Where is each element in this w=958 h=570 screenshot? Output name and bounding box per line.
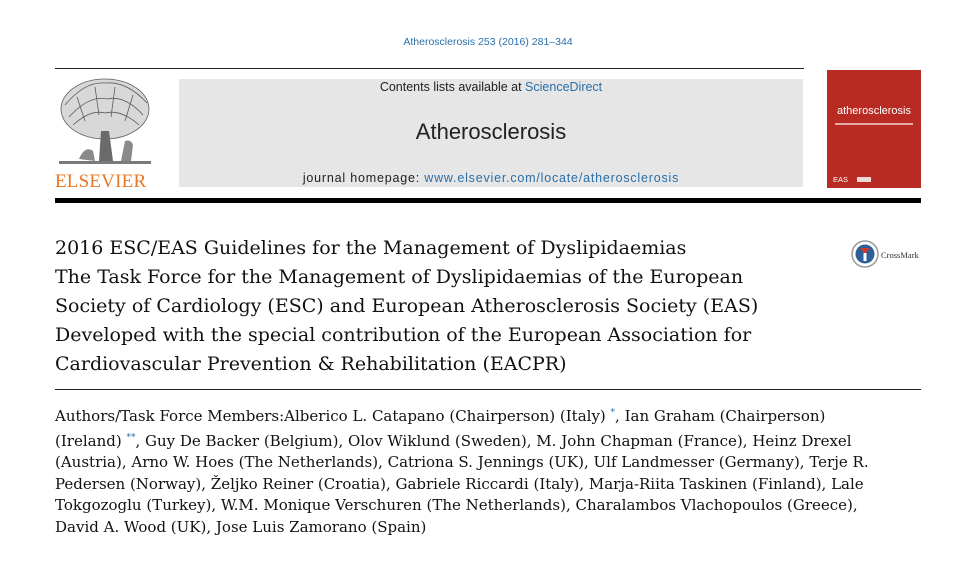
elsevier-logo	[55, 75, 175, 193]
contents-prefix: Contents lists available at	[379, 80, 526, 94]
journal-citation[interactable]: Atherosclerosis 253 (2016) 281–344	[403, 36, 573, 48]
contents-availability	[179, 80, 803, 94]
author-line: Tokgozoglu (Turkey), W.M. Monique Verschuren (The Netherlands), Charalambos Vlachopoulos (Greece),	[55, 496, 858, 515]
footnote-link[interactable]: **	[126, 432, 136, 443]
crossmark-icon	[851, 239, 879, 269]
sciencedirect-link[interactable]: ScienceDirect	[525, 80, 603, 94]
journal-homepage	[179, 171, 803, 185]
homepage-link[interactable]: www.elsevier.com/locate/atherosclerosis	[424, 171, 680, 185]
author-line: Pedersen (Norway), Željko Reiner (Croatia), Gabriele Riccardi (Italy), Marja-Riita Taskinen (Finland), Lale	[55, 474, 864, 493]
cover-society-label: EAS	[833, 175, 849, 184]
title-divider	[55, 389, 921, 390]
journal-cover-thumbnail[interactable]	[827, 70, 921, 188]
author-line	[55, 403, 925, 428]
elsevier-wordmark: ELSEVIER	[55, 171, 147, 192]
title-line: Developed with the special contribution of the European Association for	[55, 324, 752, 346]
author-line: David A. Wood (UK), Jose Luis Zamorano (Spain)	[55, 517, 427, 536]
crossmark-label: CrossMark	[881, 250, 919, 260]
author-line: (Austria), Arno W. Hoes (The Netherlands), Catriona S. Jennings (UK), Ulf Landmesser (Germany), Terje R.	[55, 453, 869, 472]
title-line: Society of Cardiology (ESC) and European Atherosclerosis Society (EAS)	[55, 295, 759, 317]
author-text: , Ian Graham (Chairperson)	[615, 407, 826, 425]
author-text: (Ireland)	[55, 431, 127, 450]
cover-rule	[835, 123, 913, 125]
article-title	[55, 234, 845, 379]
homepage-prefix: journal homepage:	[302, 171, 425, 185]
cover-badge	[857, 177, 871, 182]
author-text: , Guy De Backer (Belgium), Olov Wiklund (Sweden), M. John Chapman (France), Heinz Drexel	[135, 431, 852, 450]
top-divider	[55, 68, 804, 69]
header-divider	[55, 198, 921, 203]
cover-title: atherosclerosis	[837, 105, 911, 117]
elsevier-tree-icon	[55, 75, 155, 167]
journal-title: Atherosclerosis	[415, 119, 567, 144]
title-line: Cardiovascular Prevention & Rehabilitation (EACPR)	[55, 353, 567, 375]
author-list	[55, 403, 925, 539]
author-text: Authors/Task Force Members:Alberico L. Catapano (Chairperson) (Italy)	[55, 407, 611, 425]
author-line	[55, 428, 925, 453]
crossmark-button[interactable]	[851, 239, 931, 271]
journal-header-box	[179, 79, 803, 187]
title-line: The Task Force for the Management of Dyslipidaemias of the European	[55, 266, 744, 288]
title-line: 2016 ESC/EAS Guidelines for the Management of Dyslipidaemias	[55, 237, 687, 259]
footnote-link[interactable]: *	[610, 408, 616, 418]
